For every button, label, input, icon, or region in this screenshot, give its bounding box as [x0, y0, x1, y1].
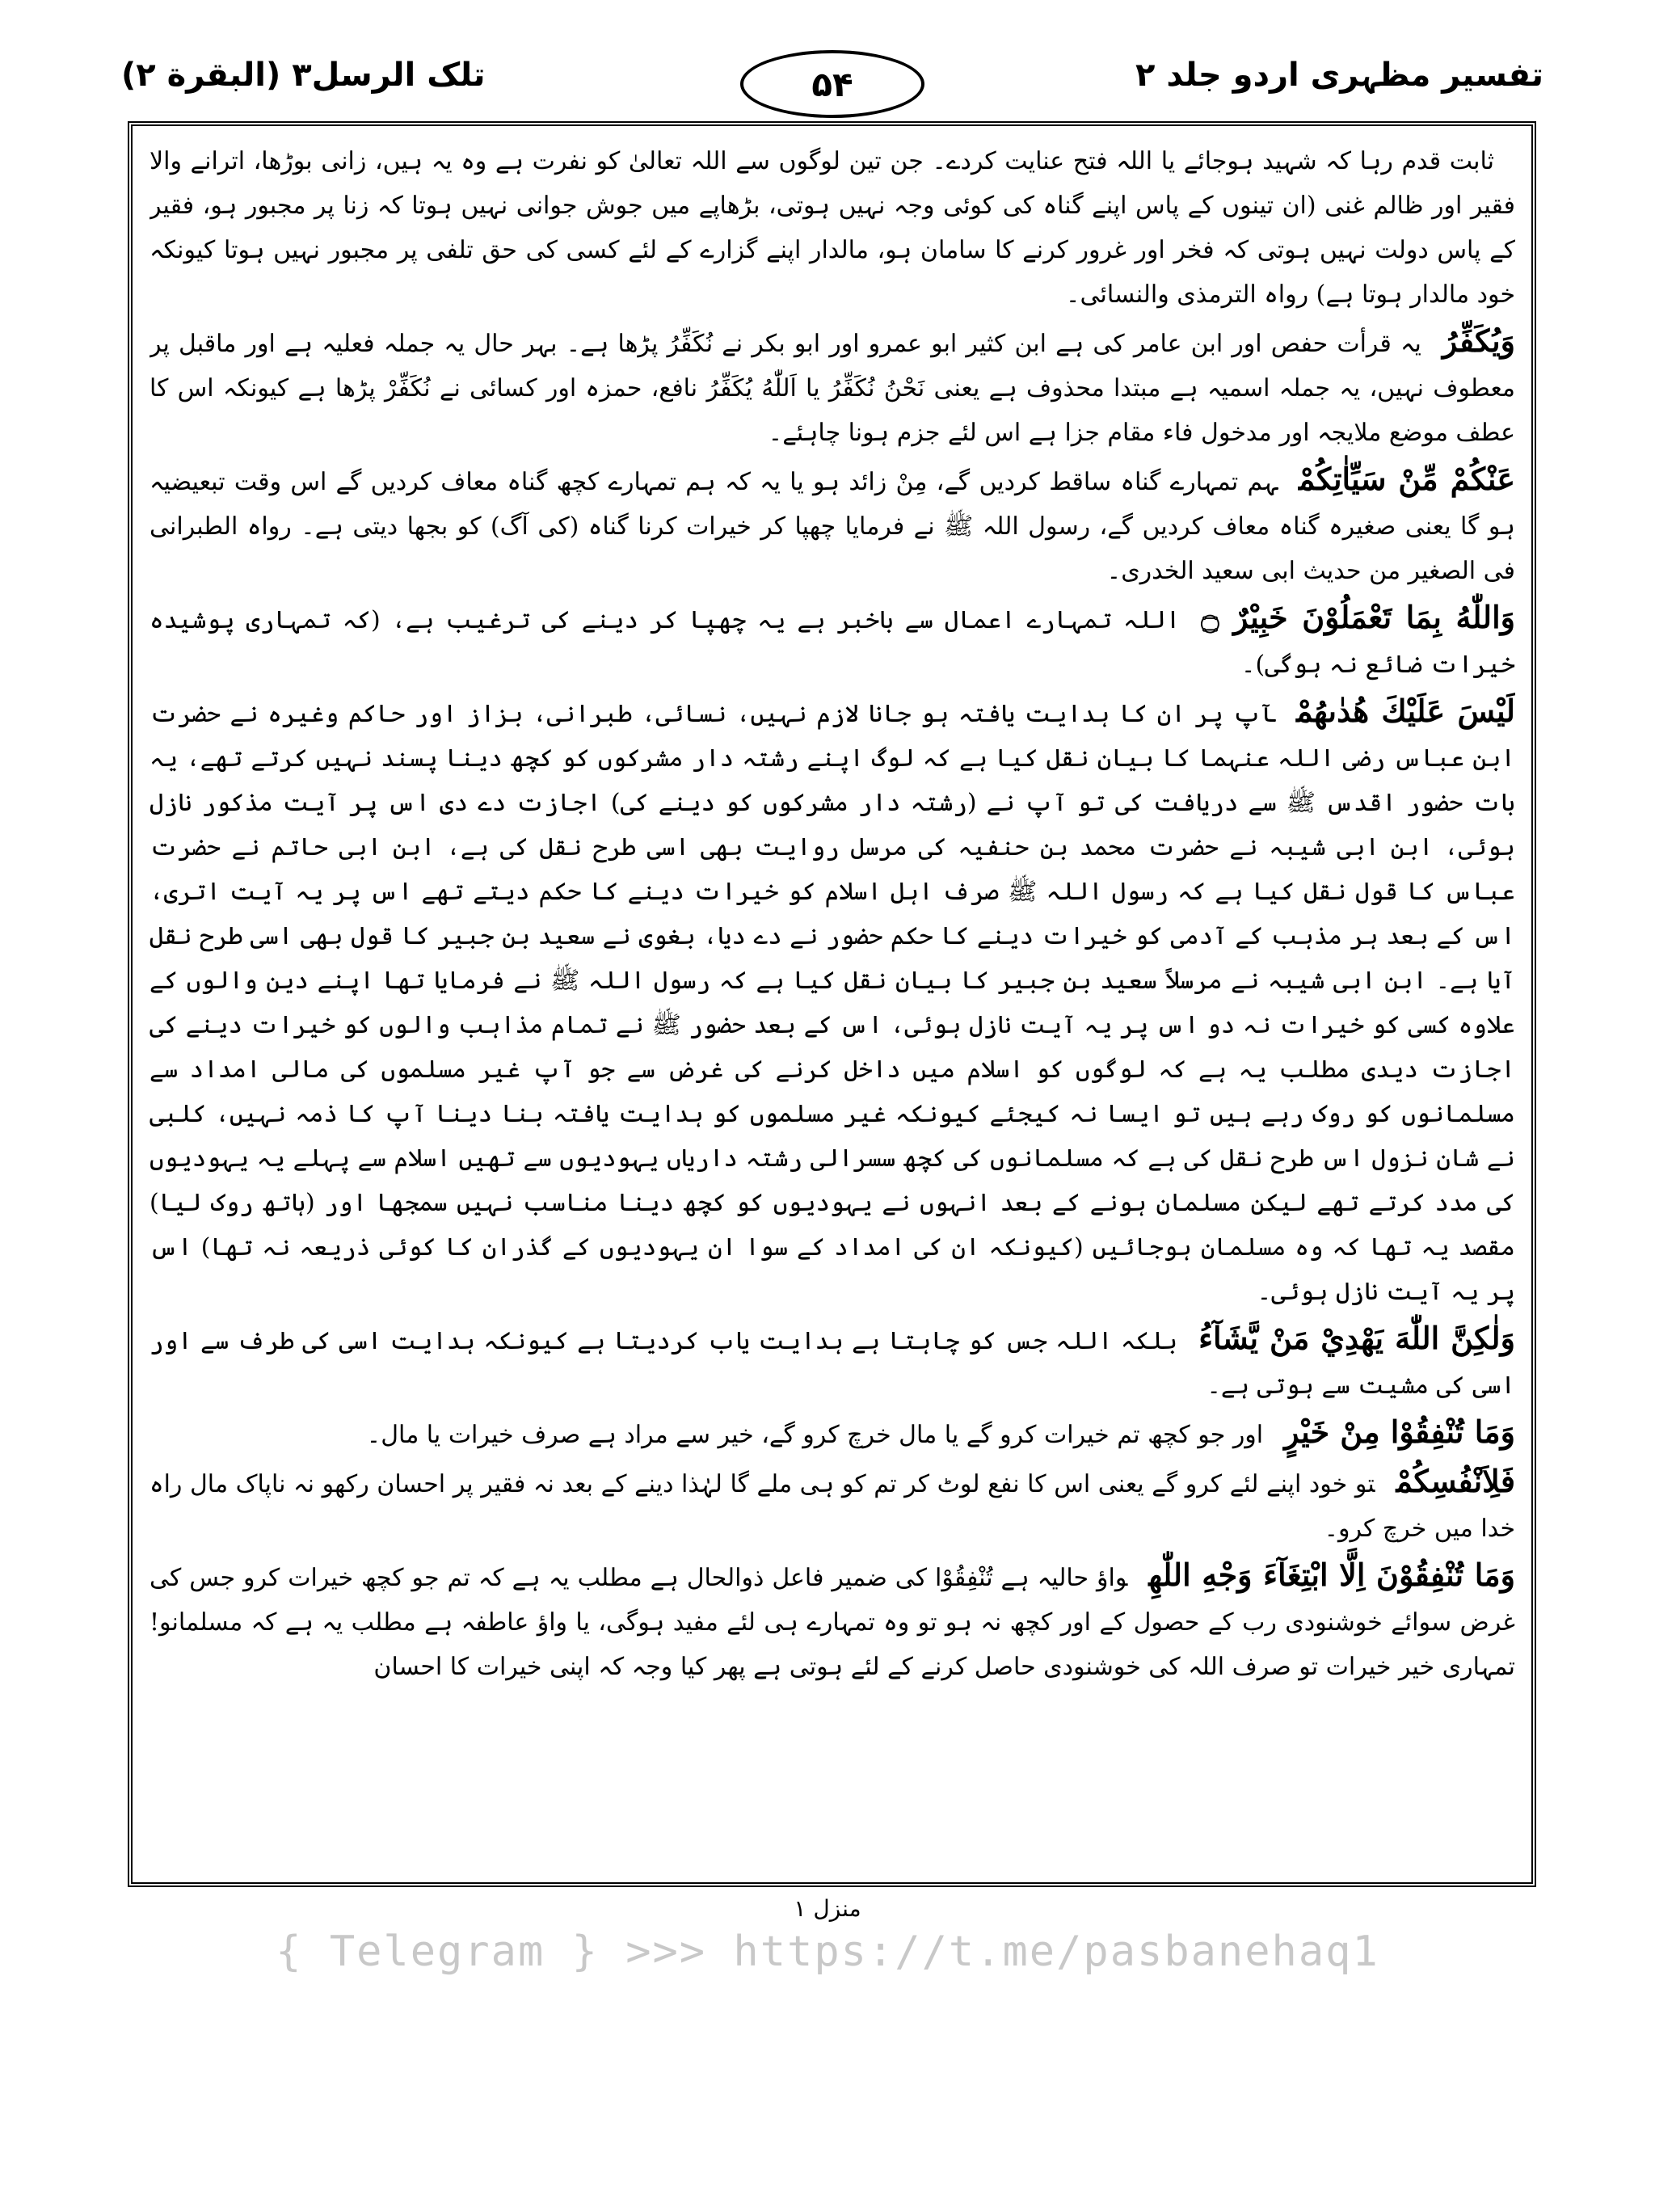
manzil-marker: منزل ۱: [794, 1895, 861, 1922]
book-title: تفسیر مظہری اردو جلد ۲: [1135, 57, 1543, 94]
quran-phrase: وَلٰكِنَّ اللّٰهَ يَهْدِيْ مَنْ يَّشَآءُ: [1198, 1320, 1515, 1356]
commentary: ثابت قدم رہا کہ شہید ہوجائے یا اللہ فتح عنایت کردے۔ جن تین لوگوں سے اللہ تعالیٰ کو نفرت ہے وہ یہ ہیں، زانی بوڑھا، اترانے والا فقیر اور ظالم غنی (ان تینوں کے پاس اپنے گناہ کی کوئی وجہ نہیں ہوتی، بڑھاپے میں جوش جوانی نہیں ہوتا کہ زنا پر مجبور ہو، فقیر کے پاس دولت نہیں ہوتی کہ فخر اور غرور کرنے کا سامان ہو، مالدار اپنے گزارے کے لئے کسی کی حق تلفی پر مجبور نہیں ہوتا کیونکہ خود مالدار ہوتا ہے) رواہ الترمذی والنسائی۔: [149, 147, 1515, 309]
paragraph: [149, 318, 1515, 455]
quran-phrase: وَمَا تُنْفِقُوْا مِنْ خَيْرٍ: [1284, 1414, 1515, 1450]
paragraph: [149, 457, 1515, 593]
page-number: ۵۴: [740, 50, 924, 118]
paragraph: [149, 1409, 1515, 1457]
quran-phrase: وَيُكَفِّرُ: [1442, 322, 1515, 359]
tafsir-text: [149, 136, 1515, 1873]
commentary: تو خود اپنے لئے کرو گے یعنی اس کا نفع لوٹ کر تم کو ہی ملے گا لہٰذا دینے کے بعد نہ فقیر پر احسان رکھو نہ ناپاک مال راہ خدا میں خرچ کرو۔: [149, 1470, 1515, 1543]
quran-phrase: وَاللّٰهُ بِمَا تَعْمَلُوْنَ خَبِيْرٌ ۝: [1201, 599, 1515, 635]
paragraph: [149, 595, 1515, 687]
commentary: ہم تمہارے گناہ ساقط کردیں گے، مِنْ زائد ہو یا یہ کہ ہم تمہارے کچھ گناہ معاف کردیں گے اس وقت تبعیضیہ ہو گا یعنی صغیرہ گناہ معاف کردیں گے، رسول اللہ ﷺ نے فرمایا چھپا کر خیرات کرنا گناہ (کی آگ) کو بجھا دیتی ہے۔ رواہ الطبرانی فی الصغیر من حدیث ابی سعید الخدری۔: [149, 468, 1515, 585]
commentary: واؤ حالیہ ہے تُنْفِقُوْا کی ضمیر فاعل ذوالحال ہے مطلب یہ ہے کہ تم جو کچھ خیرات کرو جس کی غرض سوائے خوشنودی رب کے حصول کے اور کچھ نہ ہو تو وہ تمہارے ہی لئے مفید ہوگی، یا واؤ عاطفہ ہے مطلب یہ ہے کہ مسلمانو! تمہاری خیر خیرات تو صرف اللہ کی خوشنودی حاصل کرنے کے لئے ہوتی ہے پھر کیا وجہ کہ اپنی خیرات کا احسان: [149, 1564, 1515, 1681]
commentary: یہ قرأت حفص اور ابن عامر کی ہے ابن کثیر ابو عمرو اور ابو بکر نے نُكَفِّرُ پڑھا ہے۔ بہر حال یہ جملہ فعلیہ ہے اور ماقبل پر معطوف نہیں، یہ جملہ اسمیہ ہے مبتدا محذوف ہے یعنی نَحْنُ نُكَفِّرُ یا اَللّٰهُ يُكَفِّرُ نافع، حمزہ اور کسائی نے نُكَفِّرْ پڑھا ہے کیونکہ اس کا عطف موضع ملایجہ اور مدخول فاء مقام جزا ہے اس لئے جزم ہونا چاہئے۔: [149, 330, 1515, 447]
quran-phrase: لَيْسَ عَلَيْكَ هُدٰىهُمْ: [1296, 693, 1515, 729]
quran-phrase: فَلِاَنْفُسِكُمْ: [1396, 1463, 1515, 1499]
commentary: اللہ تمہارے اعمال سے باخبر ہے یہ چھپا کر دینے کی ترغیب ہے، (کہ تمہاری پوشیدہ خیرات ضائع نہ ہوگی)۔: [149, 606, 1515, 679]
paragraph: [149, 689, 1515, 1314]
telegram-watermark: { Telegram } >>> https://t.me/pasbanehaq1: [276, 1928, 1379, 1976]
paragraph: [149, 1553, 1515, 1689]
commentary: اور جو کچھ تم خیرات کرو گے یا مال خرچ کرو گے، خیر سے مراد ہے صرف خیرات یا مال۔: [366, 1421, 1264, 1449]
quran-phrase: وَمَا تُنْفِقُوْنَ اِلَّا ابْتِغَآءَ وَجْهِ اللّٰهِ: [1148, 1557, 1515, 1593]
paragraph: [149, 136, 1515, 317]
commentary: آپ پر ان کا ہدایت یافتہ ہو جانا لازم نہیں، نسائی، طبرانی، بزاز اور حاکم وغیرہ نے حضرت ابن عباس رضی اللہ عنہما کا بیان نقل کیا ہے کہ لوگ اپنے رشتہ دار مشرکوں کو کچھ دینا پسند نہیں کرتے تھے، یہ بات حضور اقدس ﷺ سے دریافت کی تو آپ نے (رشتہ دار مشرکوں کو دینے کی) اجازت دے دی اس پر آیت مذکور نازل ہوئی، ابن ابی شیبہ نے حضرت محمد بن حنفیہ کی مرسل روایت بھی اسی طرح نقل کی ہے، ابن ابی حاتم نے حضرت عباس کا قول نقل کیا ہے کہ رسول اللہ ﷺ صرف اہل اسلام کو خیرات دینے کا حکم دیتے تھے اس پر یہ آیت اتری، اس کے بعد ہر مذہب کے آدمی کو خیرات دینے کا حکم حضور نے دے دیا، بغوی نے سعید بن جبیر کا قول بھی اسی طرح نقل آیا ہے۔ ابن ابی شیبہ نے مرسلاً سعید بن جبیر کا بیان نقل کیا ہے کہ رسول اللہ ﷺ نے فرمایا تھا اپنے دین والوں کے علاوہ کسی کو خیرات نہ دو اس پر یہ آیت نازل ہوئی، اس کے بعد حضور ﷺ نے تمام مذاہب والوں کو خیرات دینے کی اجازت دیدی مطلب یہ ہے کہ لوگوں کو اسلام میں داخل کرنے کی غرض سے جو آپ غیر مسلموں کی مالی امداد سے مسلمانوں کو روک رہے ہیں تو ایسا نہ کیجئے کیونکہ غیر مسلموں کو ہدایت یافتہ بنا دینا آپ کا ذمہ نہیں، کلبی نے شان نزول اس طرح نقل کی ہے کہ مسلمانوں کی کچھ سسرالی رشتہ داریاں یہودیوں سے تھیں اسلام سے پہلے یہ یہودیوں کی مدد کرتے تھے لیکن مسلمان ہونے کے بعد انہوں نے یہودیوں کو کچھ دینا مناسب نہیں سمجھا اور (ہاتھ روک لیا) مقصد یہ تھا کہ وہ مسلمان ہوجائیں (کیونکہ ان کی امداد کے سوا ان یہودیوں کے گذران کا کوئی ذریعہ نہ تھا) اس پر یہ آیت نازل ہوئی۔: [149, 700, 1515, 1306]
surah-section: تلک الرسل۳ (البقرة ۲): [121, 57, 486, 94]
paragraph: [149, 1316, 1515, 1408]
quran-phrase: عَنْكُمْ مِّنْ سَيِّاٰتِكُمْ: [1299, 461, 1515, 497]
paragraph: [149, 1459, 1515, 1551]
commentary: بلکہ اللہ جس کو چاہتا ہے ہدایت یاب کردیتا ہے کیونکہ ہدایت اسی کی طرف سے اور اسی کی مشیت سے ہوتی ہے۔: [149, 1327, 1515, 1400]
page-header: [121, 50, 1543, 123]
